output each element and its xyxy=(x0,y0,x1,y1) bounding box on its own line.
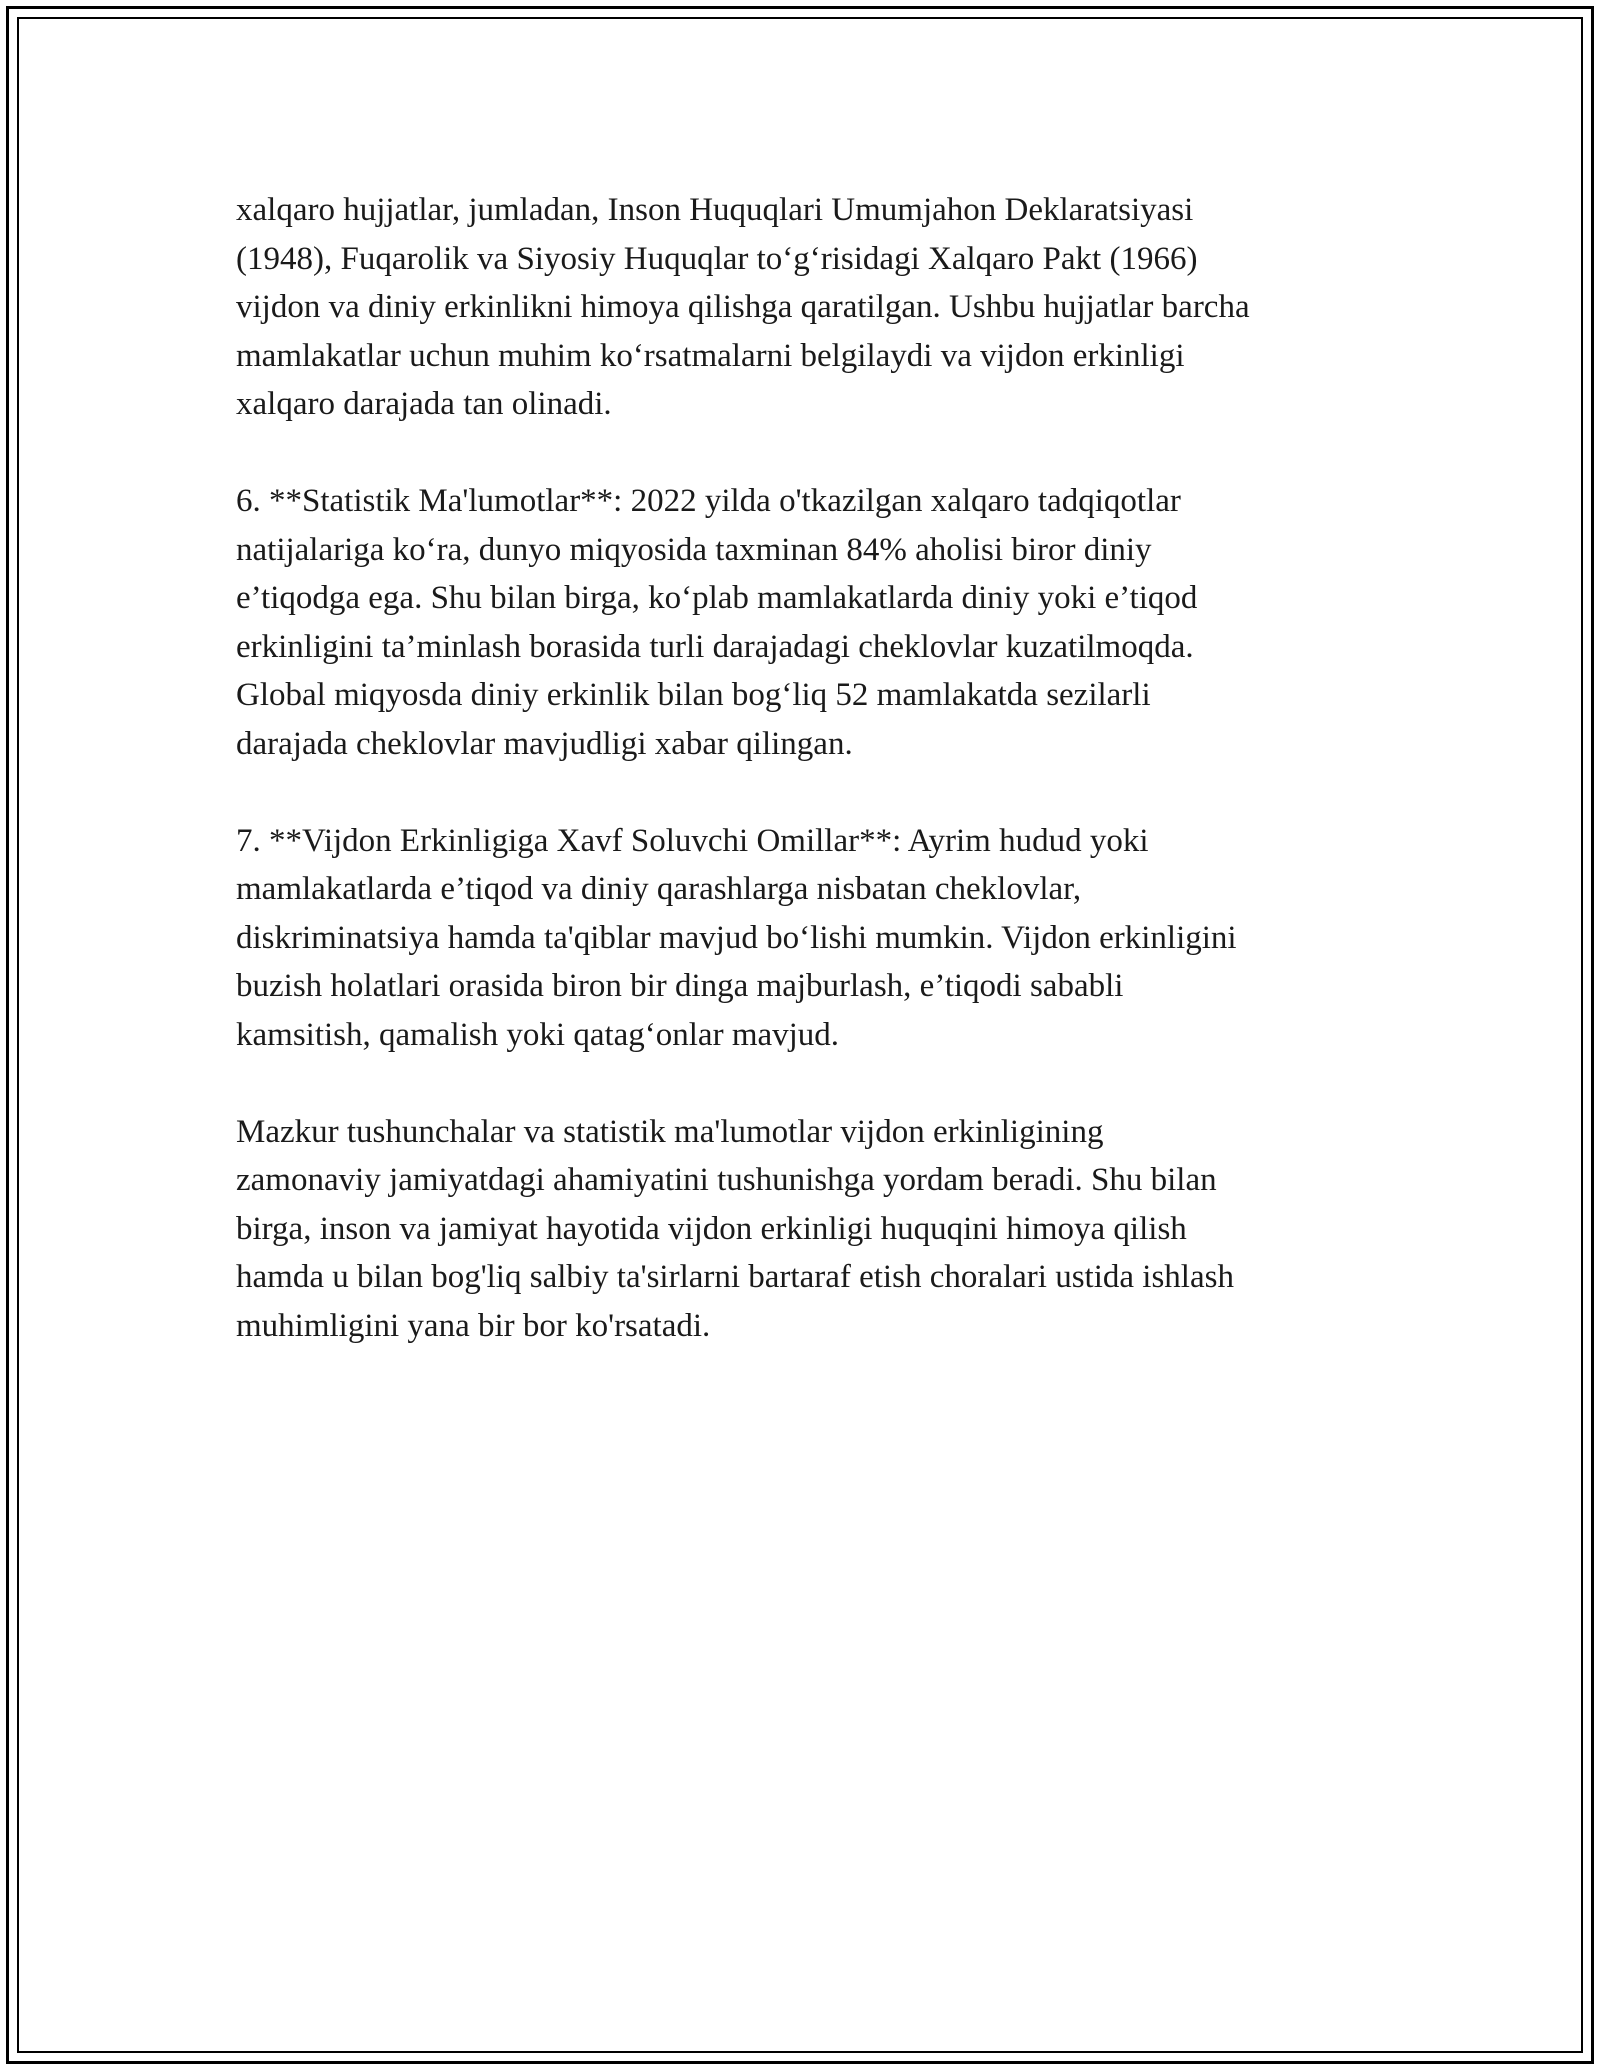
document-body xyxy=(236,186,1396,1399)
paragraph-statistics: 6. **Statistik Ma'lumotlar**: 2022 yilda o'tkazilgan xalqaro tadqiqotlar natijalariga ko‘ra, dunyo miqyosida taxminan 84% aholisi biror diniy e’tiqodga ega. Shu bilan birga, ko‘plab mamlakatlarda diniy yoki e’tiqod erkinligini ta’minlash borasida turli darajadagi cheklovlar kuzatilmoqda. Global miqyosda diniy erkinlik bilan bog‘liq 52 mamlakatda sezilarli darajada cheklovlar mavjudligi xabar qilingan. xyxy=(236,483,1198,762)
paragraph-international-documents: xalqaro hujjatlar, jumladan, Inson Huquqlari Umumjahon Deklaratsiyasi (1948), Fuqarolik va Siyosiy Huquqlar to‘g‘risidagi Xalqaro Pakt (1966) vijdon va diniy erkinlikni himoya qilishga qaratilgan. Ushbu hujjatlar barcha mamlakatlar uchun muhim ko‘rsatmalarni belgilaydi va vijdon erkinligi xalqaro darajada tan olinadi. xyxy=(236,192,1250,422)
paragraph-threat-factors: 7. **Vijdon Erkinligiga Xavf Soluvchi Omillar**: Ayrim hudud yoki mamlakatlarda e’tiqod va diniy qarashlarga nisbatan cheklovlar, diskriminatsiya hamda ta'qiblar mavjud bo‘lishi mumkin. Vijdon erkinligini buzish holatlari orasida biron bir dinga majburlash, e’tiqodi sababli kamsitish, qamalish yoki qatag‘onlar mavjud. xyxy=(236,822,1237,1053)
paragraph-conclusion: Mazkur tushunchalar va statistik ma'lumotlar vijdon erkinligining zamonaviy jamiyatdagi ahamiyatini tushunishga yordam beradi. Shu bilan birga, inson va jamiyat hayotida vijdon erkinligi huquqini himoya qilish hamda u bilan bog'liq salbiy ta'sirlarni bartaraf etish choralari ustida ishlash muhimligini yana bir bor ko'rsatadi. xyxy=(236,1113,1234,1344)
